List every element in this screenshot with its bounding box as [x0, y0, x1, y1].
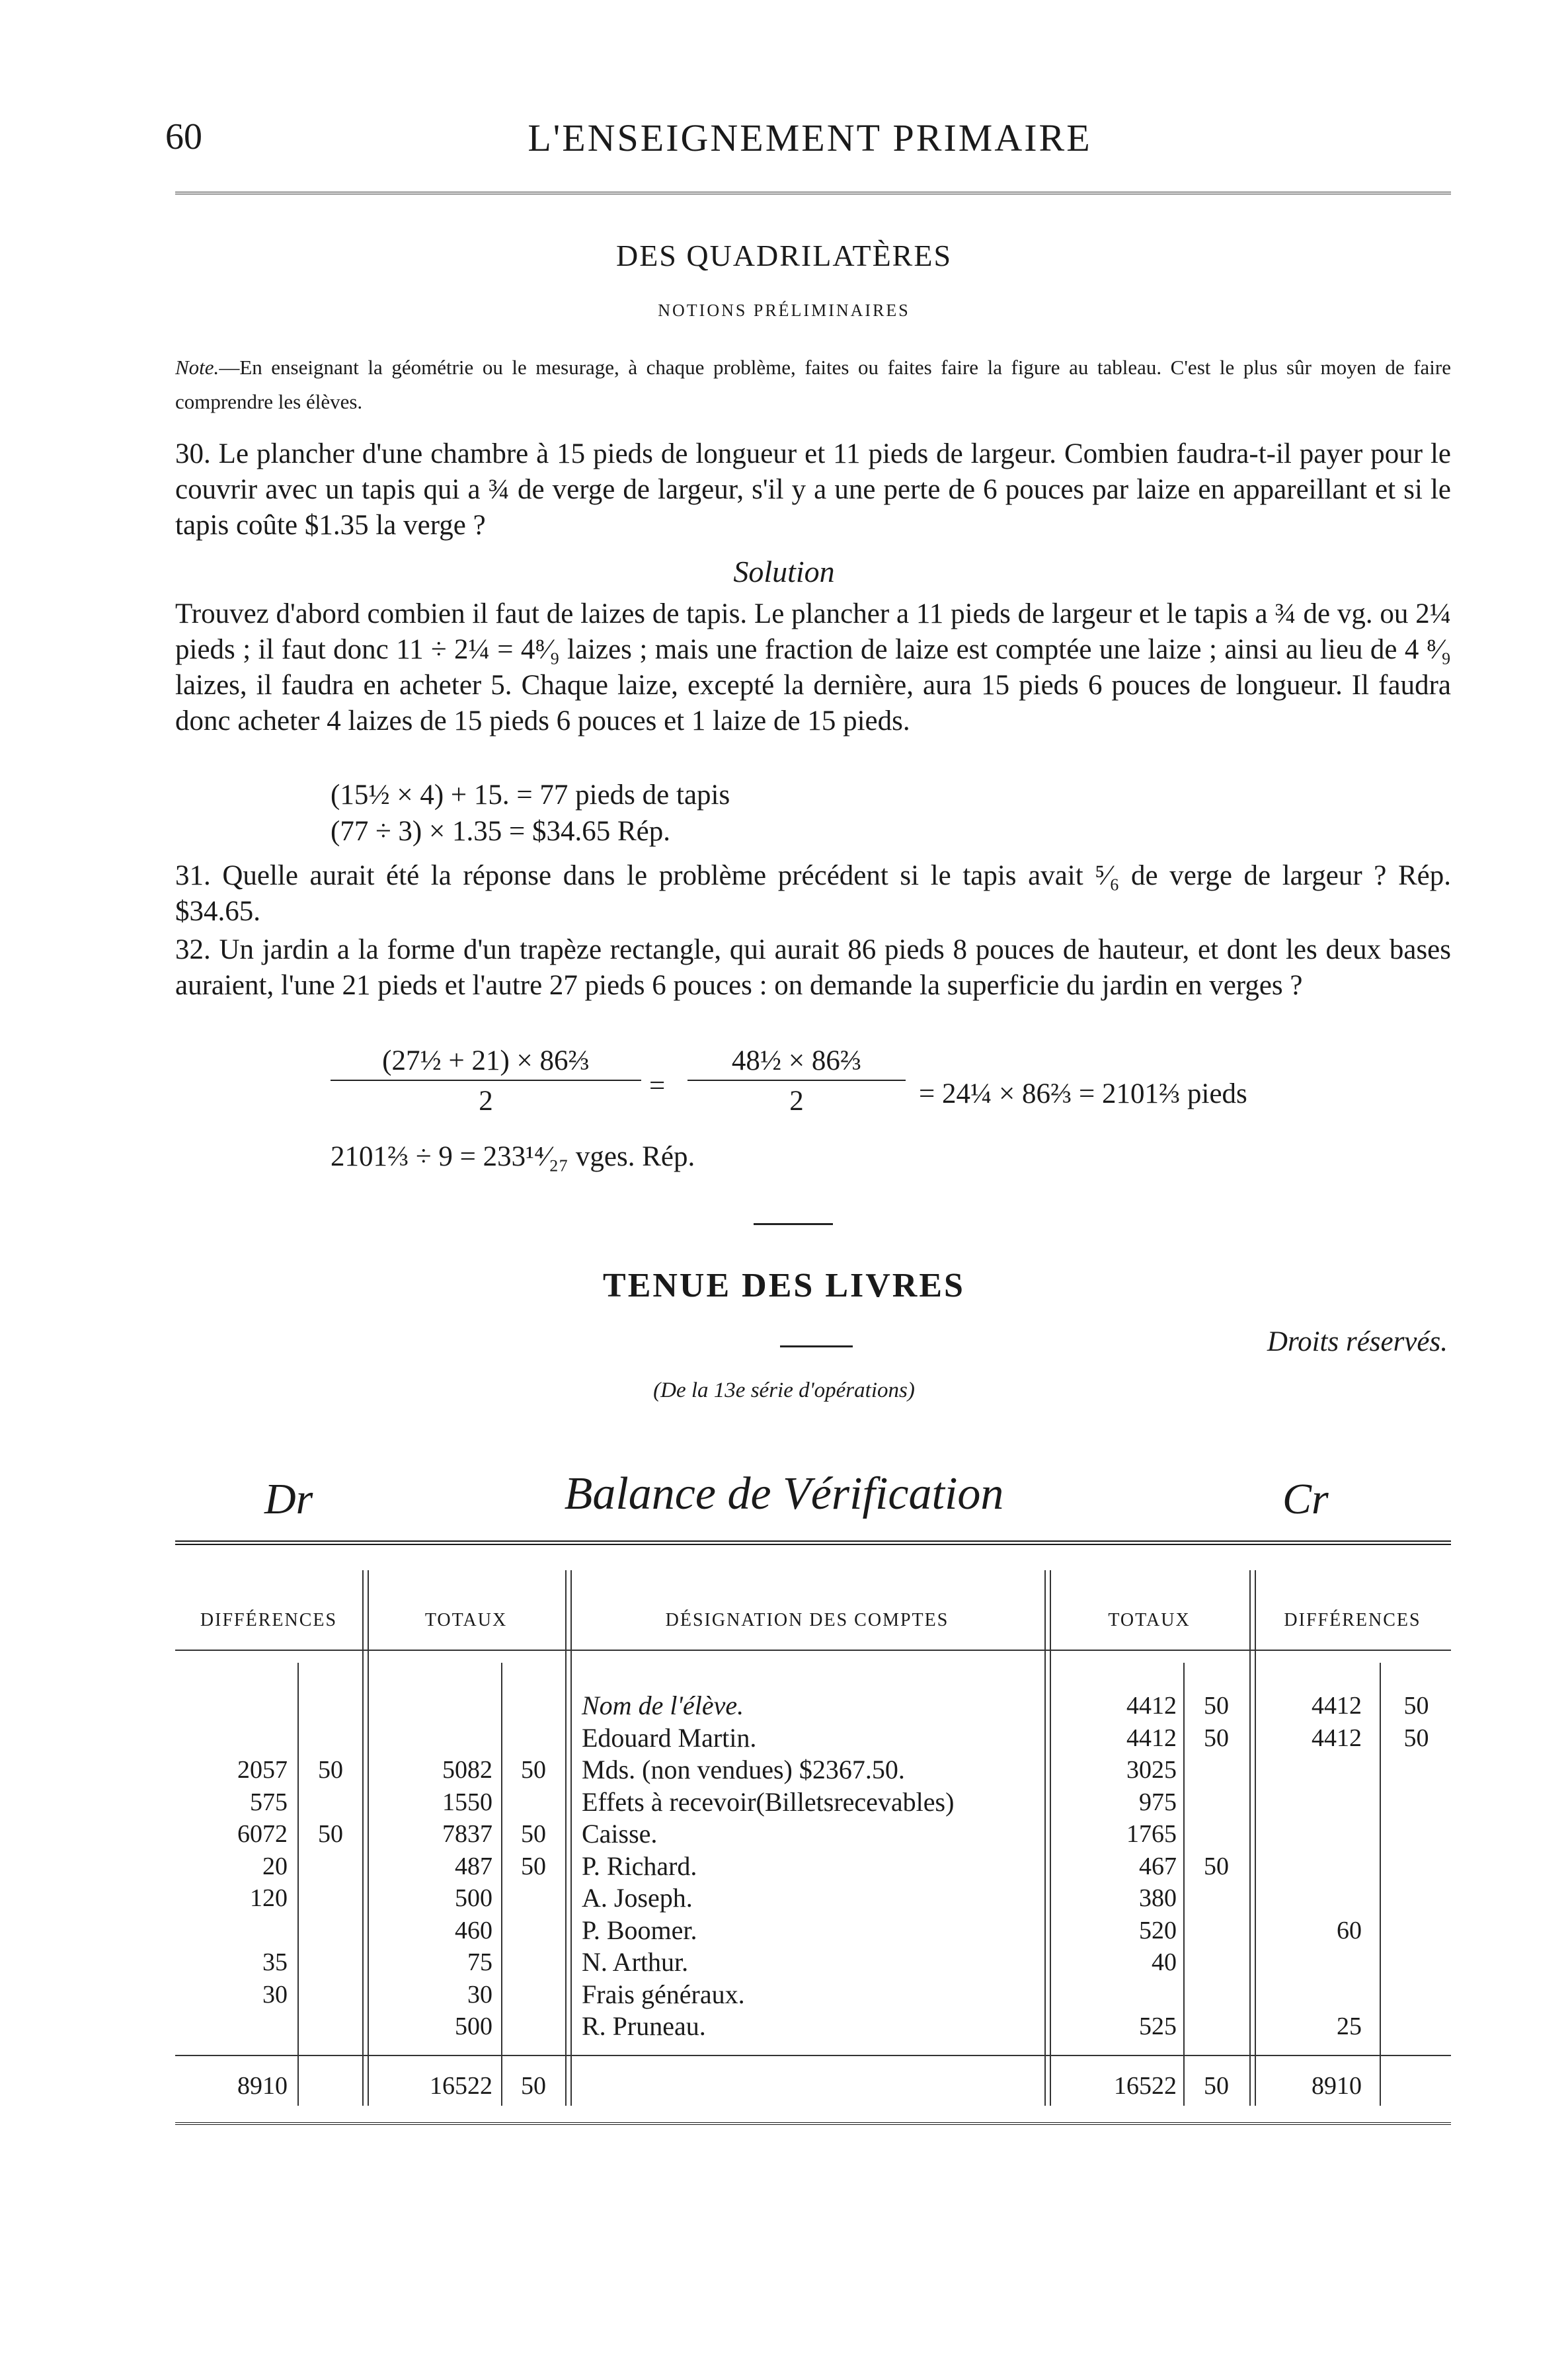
- running-head: [165, 116, 1454, 169]
- equation-3: 2101⅔ ÷ 9 = 233¹⁴⁄₂₇ vges. Rép.: [331, 1141, 695, 1172]
- title-dash: [780, 1345, 853, 1347]
- problem-30: 30. Le plancher d'une chambre à 15 pieds de longueur et 11 pieds de largeur. Combien faudra-t-il payer pour le couvrir avec un tapis qui a ¾ de verge de largeur, s'il y a une perte de 6 pouces par laize en appareillant et si le tapis coûte $1.35 la verge ?: [175, 438, 1451, 541]
- cell-account-name: Frais généraux.: [582, 1979, 745, 2009]
- table-bottom-rule: [175, 2122, 1451, 2125]
- cell-difference-left: 20: [262, 1852, 288, 1880]
- cell-total-right-cents: 50: [1204, 1852, 1229, 1880]
- cell-account-name: Nom de l'élève.: [582, 1691, 744, 1720]
- column-divider: [297, 1663, 299, 2106]
- fraction-2: [687, 1045, 906, 1117]
- cell-difference-right-cents: 50: [1403, 1692, 1429, 1720]
- cell-account-name: P. Boomer.: [582, 1915, 697, 1945]
- cell-difference-left-cents: 50: [318, 1820, 343, 1848]
- bookkeeping-title: TENUE DES LIVRES: [603, 1267, 965, 1304]
- cell-account-name: N. Arthur.: [582, 1947, 689, 1977]
- cell-difference-left: 6072: [237, 1820, 288, 1848]
- debit-label: Dr: [264, 1475, 313, 1523]
- balance-title: Balance de Vérification: [564, 1468, 1004, 1519]
- cell-total-right: 525: [1139, 2013, 1177, 2040]
- problem-32: 32. Un jardin a la forme d'un trapèze rectangle, qui aurait 86 pieds 8 pouces de hauteur, et dont les deux bases auraient, l'une 21 pieds et l'autre 27 pieds 6 pouces : on demande la superficie du jardin en verges ?: [175, 934, 1451, 1001]
- cell-total-right: 4412: [1126, 1724, 1177, 1752]
- solution-text: Trouvez d'abord combien il faut de laizes de tapis. Le plancher a 11 pieds de largeur et le tapis a ¾ de vg. ou 2¼ pieds ; il faut donc 11 ÷ 2¼ = 4⁸⁄₉ laizes ; mais une fraction de laize est comptée une laize ; ainsi au lieu de 4 ⁸⁄₉ laizes, il faudra en acheter 5. Chaque laize, excepté la dernière, aura 15 pieds 6 pouces de longueur. Il faudra donc acheter 4 laizes de 15 pieds 6 pouces et 1 laize de 15 pieds.: [175, 598, 1451, 737]
- column-divider: [362, 1570, 369, 2106]
- header-rule: [175, 192, 1451, 194]
- note-text: —En enseignant la géométrie ou le mesurage, à chaque problème, faites ou faites faire la figure au tableau. C'est le plus sûr moyen de faire comprendre les élèves.: [175, 356, 1451, 413]
- cell-total-right: 975: [1139, 1788, 1177, 1816]
- cell-difference-right: 4412: [1312, 1692, 1362, 1720]
- column-divider: [1380, 1663, 1381, 2106]
- fraction-1-numerator: (27½ + 21) × 86⅔: [331, 1045, 641, 1081]
- fraction-1: [331, 1045, 641, 1117]
- column-divider: [501, 1663, 502, 2106]
- cell-total-left: 1550: [442, 1788, 492, 1816]
- fraction-1-denominator: 2: [479, 1086, 493, 1117]
- credit-label: Cr: [1282, 1475, 1329, 1523]
- total-cell-total-left: 16522: [430, 2072, 492, 2100]
- equals-sign: =: [649, 1070, 666, 1101]
- column-divider: [1249, 1570, 1256, 2106]
- series-note: (De la 13e série d'opérations): [653, 1378, 915, 1402]
- cell-total-right: 467: [1139, 1852, 1177, 1880]
- cell-total-left: 7837: [442, 1820, 492, 1848]
- cell-account-name: Caisse.: [582, 1819, 658, 1849]
- cell-total-left-cents: 50: [521, 1756, 546, 1784]
- cell-total-right: 40: [1152, 1948, 1177, 1976]
- cell-difference-left: 35: [262, 1948, 288, 1976]
- total-cell-difference-left: 8910: [237, 2072, 288, 2100]
- cell-account-name: Mds. (non vendues) $2367.50.: [582, 1755, 905, 1784]
- cell-total-left: 500: [455, 1884, 492, 1912]
- cell-total-right: 1765: [1126, 1820, 1177, 1848]
- fraction-2-numerator: 48½ × 86⅔: [687, 1045, 906, 1081]
- cell-total-right-cents: 50: [1204, 1724, 1229, 1752]
- section-divider: [754, 1223, 833, 1225]
- journal-title: L'ENSEIGNEMENT PRIMAIRE: [528, 116, 1092, 159]
- cell-difference-left: 30: [262, 1980, 288, 2009]
- cell-total-right: 380: [1139, 1884, 1177, 1912]
- cell-total-left: 500: [455, 2013, 492, 2040]
- cell-total-left-cents: 50: [521, 1820, 546, 1848]
- note: [175, 350, 1451, 419]
- cell-total-right: 520: [1139, 1916, 1177, 1944]
- header-differences-left: DIFFÉRENCES: [200, 1610, 338, 1630]
- cell-difference-left: 575: [250, 1788, 288, 1816]
- column-divider: [1044, 1570, 1051, 2106]
- section-subtitle: NOTIONS PRÉLIMINAIRES: [658, 301, 910, 320]
- header-designation: DÉSIGNATION DES COMPTES: [665, 1610, 949, 1630]
- cell-total-right: 4412: [1126, 1692, 1177, 1720]
- trial-balance-table: [175, 1540, 1451, 2135]
- total-cell-total-right-cents: 50: [1204, 2072, 1229, 2100]
- cell-account-name: R. Pruneau.: [582, 2011, 706, 2041]
- solution-heading: Solution: [733, 555, 835, 588]
- equation-1: (15½ × 4) + 15. = 77 pieds de tapis: [331, 779, 730, 811]
- cell-difference-right: 60: [1337, 1916, 1362, 1944]
- cell-difference-right: 25: [1337, 2013, 1362, 2040]
- column-divider: [565, 1570, 572, 2106]
- header-totals-right: TOTAUX: [1108, 1610, 1191, 1630]
- cell-account-name: Edouard Martin.: [582, 1722, 757, 1753]
- cell-total-right-cents: 50: [1204, 1692, 1229, 1720]
- header-differences-right: DIFFÉRENCES: [1284, 1610, 1421, 1630]
- cell-account-name: P. Richard.: [582, 1851, 697, 1881]
- equation-2: (77 ÷ 3) × 1.35 = $34.65 Rép.: [331, 816, 671, 847]
- cell-total-left: 75: [467, 1948, 492, 1976]
- cell-account-name: A. Joseph.: [582, 1883, 693, 1913]
- total-cell-total-left-cents: 50: [521, 2072, 546, 2100]
- total-cell-difference-right: 8910: [1312, 2072, 1362, 2100]
- cell-difference-left: 120: [250, 1884, 288, 1912]
- note-label: Note.: [175, 356, 219, 379]
- cell-difference-left-cents: 50: [318, 1756, 343, 1784]
- section-title: DES QUADRILATÈRES: [615, 239, 953, 272]
- cell-total-right: 3025: [1126, 1756, 1177, 1784]
- total-cell-total-right: 16522: [1114, 2072, 1177, 2100]
- rights-notice: Droits réservés.: [1267, 1326, 1448, 1357]
- header-totals-left: TOTAUX: [424, 1610, 508, 1630]
- fraction-equation: [331, 1045, 1388, 1131]
- cell-total-left: 460: [455, 1916, 492, 1944]
- cell-difference-right-cents: 50: [1403, 1724, 1429, 1752]
- cell-difference-right: 4412: [1312, 1724, 1362, 1752]
- cell-total-left: 30: [467, 1980, 492, 2009]
- problem-31: 31. Quelle aurait été la réponse dans le problème précédent si le tapis avait ⁵⁄₆ de verge de largeur ? Rép. $34.65.: [175, 860, 1451, 927]
- cell-total-left: 5082: [442, 1756, 492, 1784]
- column-divider: [1183, 1663, 1185, 2106]
- cell-total-left: 487: [455, 1852, 492, 1880]
- table-top-rule: [175, 1540, 1451, 1545]
- cell-account-name: Effets à recevoir(Billetsrecevables): [582, 1786, 955, 1817]
- fraction-2-denominator: 2: [789, 1086, 804, 1117]
- cell-difference-left: 2057: [237, 1756, 288, 1784]
- cell-total-left-cents: 50: [521, 1852, 546, 1880]
- page-number: 60: [165, 116, 202, 157]
- fraction-result: = 24¼ × 86⅔ = 2101⅔ pieds: [919, 1078, 1247, 1109]
